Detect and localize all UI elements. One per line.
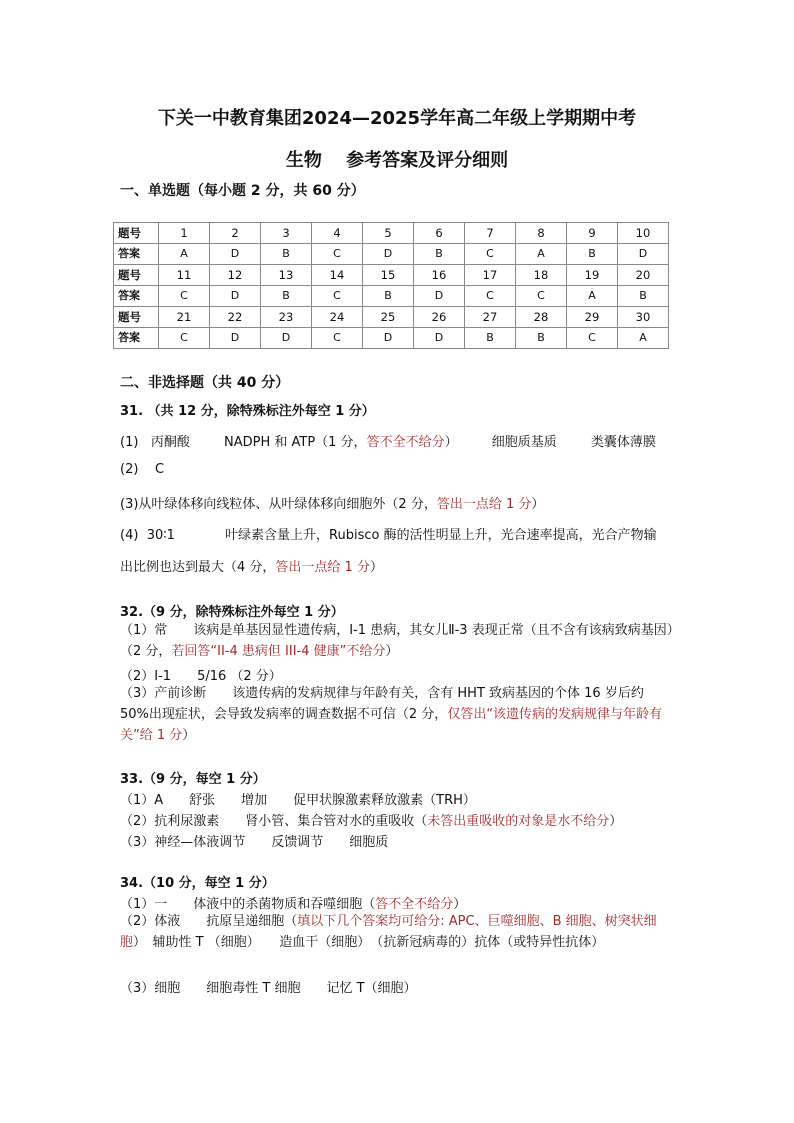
question-number-cell: 1	[159, 223, 210, 244]
table-row-question	[114, 223, 669, 244]
answer-cell: D	[414, 328, 465, 349]
question-number-cell: 30	[618, 307, 669, 328]
answer-cell: C	[312, 328, 363, 349]
q31-4-answer2: 叶绿素含量上升，Rubisco 酶的活性明显上升，光合速率提高，光合产物输	[225, 528, 657, 543]
answer-cell: B	[363, 286, 414, 307]
answer-cell: C	[312, 244, 363, 265]
answer-label-cell: 答案	[114, 328, 159, 349]
question-number-cell: 28	[516, 307, 567, 328]
q32-3-note: 仅答出“该遗传病的发病规律与年龄有关”给 1 分	[120, 707, 663, 743]
question-number-cell: 5	[363, 223, 414, 244]
question-number-cell: 15	[363, 265, 414, 286]
q33-2-close: ）	[609, 814, 623, 829]
question-number-cell: 14	[312, 265, 363, 286]
answer-label-cell: 答案	[114, 286, 159, 307]
answer-cell: C	[312, 286, 363, 307]
answer-cell: C	[465, 244, 516, 265]
question-number-cell: 16	[414, 265, 465, 286]
section-1-heading: 一、单选题（每小题 2 分，共 60 分）	[120, 183, 365, 199]
question-number-cell: 2	[210, 223, 261, 244]
q31-1-answer2: NADPH 和 ATP（1 分，	[223, 435, 367, 450]
q31-3-text: (3)从叶绿体移向线粒体、从叶绿体移向细胞外（2 分，	[120, 497, 437, 512]
answer-label-cell: 答案	[114, 244, 159, 265]
q32-3-close: ）	[182, 728, 196, 743]
q31-part4-cont	[120, 556, 383, 575]
q31-5-text: 出比例也达到最大（4 分，	[120, 560, 276, 575]
question-number-cell: 22	[210, 307, 261, 328]
q31-4-num: (4)	[120, 528, 139, 543]
question-number-cell: 17	[465, 265, 516, 286]
question-number-cell: 18	[516, 265, 567, 286]
q34-heading: 34.（10 分，每空 1 分）	[120, 876, 275, 891]
q31-2-answer: C	[154, 462, 165, 477]
q34-1-close: ）	[453, 897, 467, 912]
question-number-cell: 3	[261, 223, 312, 244]
q31-part3	[120, 493, 544, 512]
question-number-cell: 4	[312, 223, 363, 244]
q31-4-answer1: 30∶1	[146, 528, 175, 543]
q33-heading: 33.（9 分，每空 1 分）	[120, 772, 266, 787]
q31-1-close: ）	[444, 435, 458, 450]
answer-cell: B	[516, 328, 567, 349]
question-number-cell: 7	[465, 223, 516, 244]
question-number-cell: 20	[618, 265, 669, 286]
answer-cell: A	[567, 286, 618, 307]
answer-table	[113, 222, 669, 349]
q32-1-close: ）	[385, 644, 399, 659]
question-label-cell: 题号	[114, 307, 159, 328]
q34-2-text-cont: ） 辅助性 T （细胞） 造血干（细胞） （抗新冠病毒的）抗体（或特异性抗体）	[133, 935, 605, 950]
q31-part2	[120, 462, 164, 477]
q31-part1	[120, 431, 656, 450]
answer-cell: D	[261, 328, 312, 349]
answer-cell: B	[261, 286, 312, 307]
q32-3-text: （3）产前诊断 该遗传病的发病规律与年龄有关，含有 HHT 致病基因的个体 16 岁后约 50%出现症状，会导致发病率的调查数据不可信（2 分，	[120, 686, 644, 722]
answer-cell: A	[159, 244, 210, 265]
q34-part1	[120, 893, 466, 912]
answer-cell: D	[210, 286, 261, 307]
q33-part3: （3）神经—体液调节 反馈调节 细胞质	[120, 835, 389, 850]
question-number-cell: 12	[210, 265, 261, 286]
question-label-cell: 题号	[114, 223, 159, 244]
answer-cell: A	[516, 244, 567, 265]
answer-cell: C	[159, 286, 210, 307]
q31-part4	[120, 524, 657, 543]
q31-5-close: ）	[369, 560, 383, 575]
q33-part1: （1）A 舒张 增加 促甲状腺激素释放激素（TRH）	[120, 793, 476, 808]
q34-1-text: （1）一 体液中的杀菌物质和吞噬细胞（	[120, 897, 376, 912]
answer-cell: D	[210, 244, 261, 265]
question-number-cell: 26	[414, 307, 465, 328]
q34-2-note: 填以下几个答案均可给分: APC、巨噬细胞、B 细胞、树突状细胞	[120, 914, 657, 950]
question-number-cell: 6	[414, 223, 465, 244]
title-line-1: 下关一中教育集团2024—2025学年高二年级上学期期中考	[157, 108, 637, 129]
question-label-cell: 题号	[114, 265, 159, 286]
q32-part1	[120, 620, 676, 662]
q31-2-num: (2)	[120, 462, 139, 477]
question-number-cell: 9	[567, 223, 618, 244]
q31-1-note: 答不全不给分	[366, 435, 445, 450]
answer-cell: C	[465, 286, 516, 307]
answer-cell: D	[210, 328, 261, 349]
question-number-cell: 19	[567, 265, 618, 286]
answer-cell: C	[159, 328, 210, 349]
question-number-cell: 13	[261, 265, 312, 286]
q31-3-note: 答出一点给 1 分	[436, 497, 532, 512]
q33-2-note: 未答出重吸收的对象是水不给分	[427, 814, 610, 829]
q34-part3: （3）细胞 细胞毒性 T 细胞 记忆 T（细胞）	[120, 981, 417, 996]
question-number-cell: 25	[363, 307, 414, 328]
q33-2-text: （2）抗利尿激素 肾小管、集合管对水的重吸收（	[120, 814, 428, 829]
answer-cell: B	[567, 244, 618, 265]
table-row-question	[114, 307, 669, 328]
q31-1-answer4: 类囊体薄膜	[590, 435, 656, 450]
question-number-cell: 10	[618, 223, 669, 244]
section-2-heading: 二、非选择题（共 40 分）	[120, 375, 290, 391]
q31-heading: 31. （共 12 分，除特殊标注外每空 1 分）	[120, 404, 375, 419]
q31-3-close: ）	[531, 497, 545, 512]
q33-part2	[120, 810, 622, 829]
q31-1-answer3: 细胞质基质	[491, 435, 557, 450]
q31-1-num: (1)	[120, 435, 139, 450]
q32-heading: 32.（9 分，除特殊标注外每空 1 分）	[120, 605, 344, 620]
q31-5-note: 答出一点给 1 分	[275, 560, 370, 575]
q31-1-answer1: 丙酮酸	[150, 435, 190, 450]
table-row-answer	[114, 244, 669, 265]
question-number-cell: 29	[567, 307, 618, 328]
table-row-answer	[114, 328, 669, 349]
answer-cell: A	[618, 328, 669, 349]
q34-1-note: 答不全不给分	[375, 897, 454, 912]
answer-cell: D	[363, 328, 414, 349]
question-number-cell: 27	[465, 307, 516, 328]
question-number-cell: 23	[261, 307, 312, 328]
answer-cell: B	[465, 328, 516, 349]
q34-2-text: （2）体液 抗原呈递细胞（	[120, 914, 298, 929]
answer-cell: C	[516, 286, 567, 307]
title-line-2: 生物 参考答案及评分细则	[285, 150, 509, 171]
table-row-answer	[114, 286, 669, 307]
question-number-cell: 11	[159, 265, 210, 286]
q32-1-note: 若回答“II-4 患病但 III-4 健康”不给分	[171, 644, 386, 659]
q32-1-text: （1）常 该病是单基因显性遗传病，I-1 患病，其女儿Ⅱ-3 表现正常（且不含有该病致病基因）（2 分，	[120, 623, 674, 659]
table-row-question	[114, 265, 669, 286]
answer-cell: B	[618, 286, 669, 307]
question-number-cell: 24	[312, 307, 363, 328]
q34-part2	[120, 911, 676, 953]
question-number-cell: 8	[516, 223, 567, 244]
answer-cell: D	[363, 244, 414, 265]
question-number-cell: 21	[159, 307, 210, 328]
answer-cell: B	[261, 244, 312, 265]
answer-cell: D	[618, 244, 669, 265]
q32-part3	[120, 683, 676, 746]
answer-cell: B	[414, 244, 465, 265]
answer-cell: D	[414, 286, 465, 307]
q32-part2: （2）I-1 5/16 （2 分）	[120, 669, 282, 684]
answer-cell: C	[567, 328, 618, 349]
